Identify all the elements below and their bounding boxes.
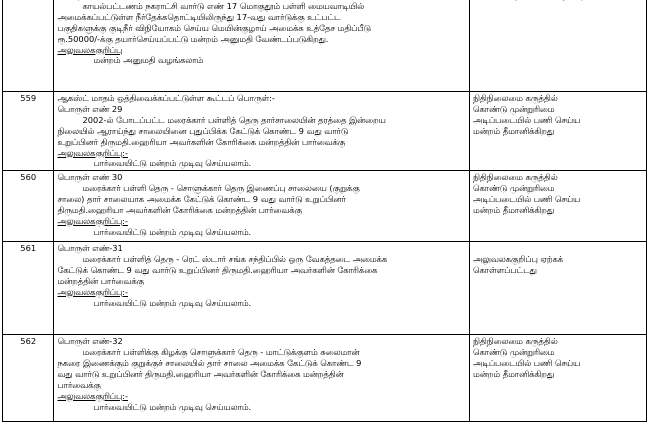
decision-line: அலுவலககுறிப்பு ஏற்கக் (473, 254, 564, 265)
subject-heading: பொருள் எண்-32 (57, 336, 123, 347)
office-note-label: அலுவலககுறிப்பு:- (57, 286, 128, 297)
item-content (54, 0, 470, 92)
item-text-line: பகுதிகளுக்கு குடிநீர் விநியோகம் செய்ய மெயின்குழாய் அமைக்க உத்தேச மதிப்பீடு (57, 22, 371, 33)
council-decision (470, 171, 647, 242)
item-text-line: அமைக்கப்பட்டுள்ள நீர்தேக்கதொட்டியிலிருந்து 17-வது வார்டுக்கு உட்பட்ட (57, 11, 341, 22)
office-note-text: பார்வையிட்டு மன்றம் முடிவு செய்யலாம். (93, 226, 252, 237)
postponed-heading: ஆகஸ்ட் மாதம் ஒத்திவைக்கப்பட்டுள்ள கூட்டப் பொருள்:- (57, 93, 275, 103)
item-text-line: உறுப்பினர் திருமதி.ஹைரியா அவர்களின் கோரிக்கை மன்றத்தின் பார்வைக்கு (57, 136, 346, 147)
office-note-text: பார்வையிட்டு மன்றம் முடிவு செய்யலாம். (93, 297, 252, 308)
council-decision (470, 0, 647, 92)
item-text-line: 2002-ல் போடப்பட்ட மரைக்கார் பள்ளித் தெரு தார்சாலையின் தரத்தை இன்றைய (82, 114, 386, 125)
council-decision (470, 242, 647, 335)
office-note-label: அலுவலககுறிப்பு:- (57, 215, 128, 226)
item-text-line: கேட்டுக் கொண்ட 9 வது வார்டு உறுப்பினர் திருமதி.ஹைரியா அவர்களின் கோரிக்கை (57, 265, 378, 276)
item-text-line: நகரை இணைக்கும் குறுக்குச் சாலையில் தார் சாலை அமைக்க கேட்டுக் கொண்ட 9 (57, 358, 362, 369)
council-decision (470, 92, 647, 171)
item-content (54, 242, 470, 335)
item-text-line: திருமதி.ஹைரியா அவர்களின் கோரிக்கை மன்றத்தின் பார்வைக்கு (57, 205, 302, 216)
office-note-text: பார்வையிட்டு மன்றம் முடிவு செய்யலாம். (93, 401, 252, 412)
decision-line (473, 0, 643, 1)
council-minutes-table (2, 0, 647, 422)
table-row (3, 0, 647, 92)
item-text-line: ரூ.50000/-க்கு தயார்செய்யப்பட்டு மன்றம் அனுமதி வேண்டப்படுகிறது. (57, 33, 329, 44)
table-row (3, 171, 647, 242)
table-row (3, 335, 647, 422)
item-number: 562 (3, 335, 54, 422)
item-text-line: மரைக்கார் பள்ளி தெரு - சொளுக்கார் தெரு இணைப்பு சாலையை (குறுக்கு (82, 183, 360, 194)
item-text-line: பார்வைக்கு (57, 379, 101, 390)
item-text-line: மரைக்கார் பள்ளிக்கு கிழக்கு சொளுக்கார் தெரு - மாட்டுக்குளம் சுலைமான் (82, 347, 360, 358)
council-decision (470, 335, 647, 422)
office-note-label: அலுவலககுறிப்பு:- (57, 390, 128, 401)
item-text-line: நிலையில் ஆராய்ந்து சாலையினை புதுப்பிக்க கேட்டுக் கொண்ட 9 வது வார்டு (57, 125, 349, 136)
subject-heading: பொருள் எண் 30 (57, 172, 123, 183)
item-text-line: சாலை) தார் சாலையாக அமைக்க கேட்டுக் கொண்ட 9 வது வார்டு உறுப்பினர் (57, 194, 346, 205)
decision-line: கொண்டு முன்றுரிமை (473, 183, 555, 194)
decision-line: நிதிநிலைமை கருத்தில் (473, 336, 558, 347)
item-text-line: காயல்பட்டணம் நகராட்சி வார்டு எண் 17 மொகுதூம் பள்ளி மையவாடியில் (82, 0, 365, 11)
item-text-line: மன்றத்தின் பார்வைக்கு (57, 276, 144, 287)
decision-line: கொள்ளப்பட்டது (473, 265, 537, 276)
table-row (3, 92, 647, 171)
office-note-text: மன்றம் அனுமதி வழங்கலாம் (93, 55, 204, 66)
decision-line: நிதிநிலைமை கருத்தில் (473, 172, 558, 183)
decision-line: அடிப்படையில் பணி செய்ய (473, 358, 581, 369)
item-number: 560 (3, 171, 54, 242)
item-text-line: வது வார்டு உறுப்பினர் திருமதி.ஹைரியா அவர்களின் கோரிக்கை மன்றத்தின் (57, 369, 344, 380)
decision-line: நிதிநிலைமை கருத்தில் (473, 93, 558, 103)
decision-line: மன்றம் தீமானிக்கிறது (473, 205, 555, 216)
decision-line: கொண்டு முன்றுரிமை (473, 347, 555, 358)
office-note-label: அலுவலககுறிப்பு:- (57, 147, 128, 158)
item-content (54, 335, 470, 422)
decision-line: மன்றம் தீமானிக்கிறது (473, 369, 555, 380)
decision-line: அடிப்படையில் பணி செய்ய (473, 194, 581, 205)
item-text-line: மரைக்கார் பள்ளித் தெரு - ரெட் ஸ்டார் சங்க சந்திப்பில் ஒரு வேகத்தடை அமைக்க (82, 254, 388, 265)
subject-heading: பொருள் எண் 29 (57, 103, 123, 114)
item-content (54, 171, 470, 242)
office-note-text: பார்வையிட்டு மன்றம் முடிவு செய்யலாம். (93, 158, 252, 169)
item-number (3, 0, 54, 92)
subject-heading: பொருள் எண்-31 (57, 243, 123, 254)
office-note-label: அலுவலககுறிப்பு (57, 44, 123, 55)
table-row (3, 242, 647, 335)
item-number: 561 (3, 242, 54, 335)
item-number: 559 (3, 92, 54, 171)
decision-line: மன்றம் தீமானிக்கிறது (473, 125, 555, 136)
decision-line: கொண்டு முன்றுரிமை (473, 103, 555, 114)
decision-line: அடிப்படையில் பணி செய்ய (473, 114, 581, 125)
item-content (54, 92, 470, 171)
